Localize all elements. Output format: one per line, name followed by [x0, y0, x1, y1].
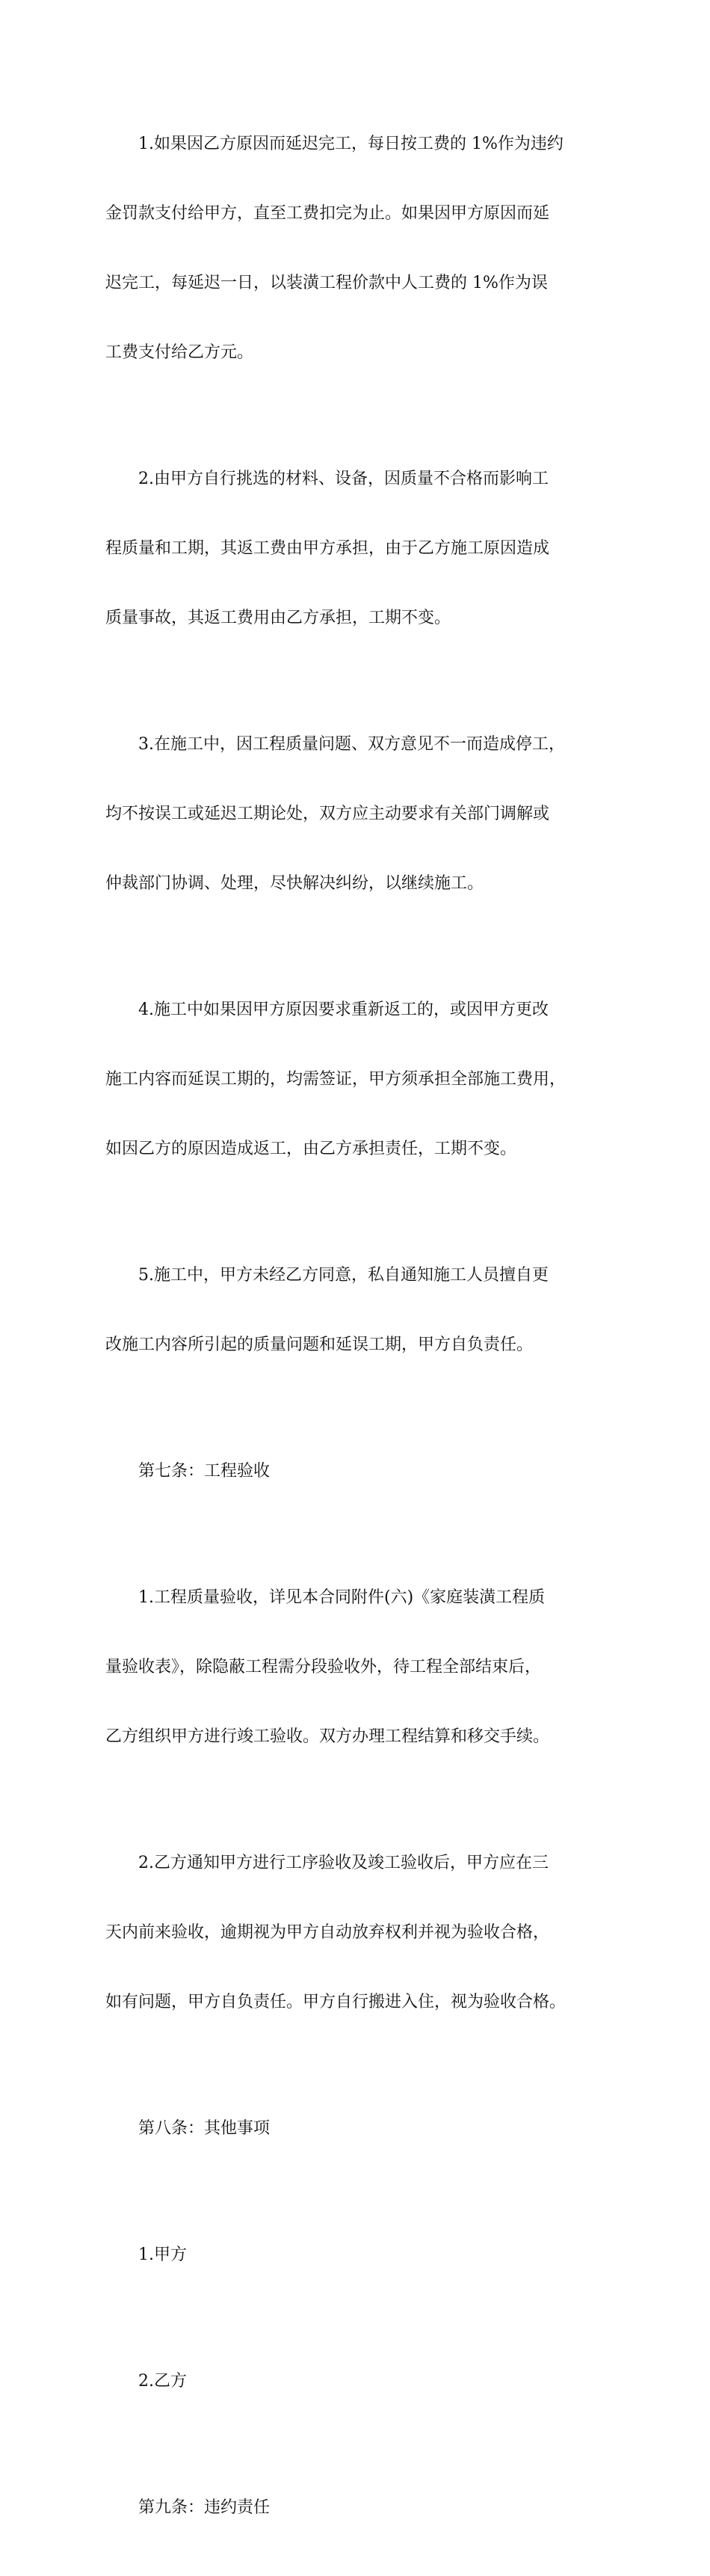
text-line: 4.施工中如果因甲方原因要求重新返工的，或因甲方更改	[138, 1000, 549, 1019]
paragraph-unauthorized-change	[105, 1217, 614, 1403]
heading-text: 第八条：其他事项	[138, 2119, 271, 2138]
text-line: 1.甲方	[138, 2245, 187, 2264]
paragraph-rework	[105, 952, 614, 1207]
text-line: 如有问题，甲方自负责任。甲方自行搬进入住，视为验收合格。	[105, 1993, 567, 2011]
text-line: 2.乙方通知甲方进行工序验收及竣工验收后，甲方应在三	[138, 1854, 549, 1872]
text-line: 1.如果因乙方原因而延迟完工，每日按工费的 1%作为违约	[138, 135, 564, 153]
section-heading-article-9	[105, 2450, 614, 2566]
text-line: 3.在施工中，因工程质量问题、双方意见不一而造成停工，	[138, 735, 565, 754]
text-line: 均不按误工或延迟工期论处，双方应主动要求有关部门调解或	[105, 805, 550, 823]
text-line: 如因乙方的原因造成返工，由乙方承担责任，工期不变。	[105, 1140, 517, 1158]
section-heading-article-8	[105, 2071, 614, 2186]
paragraph-delay-penalty	[105, 86, 614, 411]
text-line: 量验收表》，除隐蔽工程需分段验收外，待工程全部结束后，	[105, 1658, 542, 1676]
text-line: 2.由甲方自行挑选的材料、设备，因质量不合格而影响工	[138, 470, 549, 488]
text-line: 改施工内容所引起的质量问题和延误工期，甲方自负责任。	[105, 1335, 534, 1354]
section-heading-article-7	[105, 1413, 614, 1529]
text-line: 施工内容而延误工期的，均需签证，甲方须承担全部施工费用，	[105, 1070, 567, 1089]
text-line: 工费支付给乙方元。	[105, 343, 254, 362]
text-line: 仲裁部门协调、处理，尽快解决纠纷，以继续施工。	[105, 874, 484, 893]
paragraph-quality-acceptance	[105, 1540, 614, 1795]
text-line: 金罚款支付给甲方，直至工费扣完为止。如果因甲方原因而延	[105, 204, 550, 223]
list-item-party-b	[105, 2323, 614, 2439]
text-line: 乙方组织甲方进行竣工验收。双方办理工程结算和移交手续。	[105, 1727, 550, 1746]
paragraph-material-quality	[105, 421, 614, 676]
text-line: 天内前来验收，逾期视为甲方自动放弃权利并视为验收合格，	[105, 1923, 550, 1942]
paragraph-acceptance-notice	[105, 1805, 614, 2060]
text-line: 5.施工中，甲方未经乙方同意，私自通知施工人员擅自更	[138, 1266, 549, 1285]
text-line: 2.乙方	[138, 2372, 187, 2391]
text-line: 1.工程质量验收，详见本合同附件(六)《家庭装潢工程质	[138, 1588, 546, 1607]
heading-text: 第七条：工程验收	[138, 1462, 271, 1481]
text-line: 质量事故，其返工费用由乙方承担，工期不变。	[105, 609, 451, 627]
document-body	[105, 86, 614, 2576]
text-line: 程质量和工期，其返工费由甲方承担，由于乙方施工原因造成	[105, 539, 550, 558]
paragraph-dispute	[105, 686, 614, 941]
list-item-party-a	[105, 2197, 614, 2313]
text-line: 迟完工，每延迟一日，以装潢工程价款中人工费的 1%作为误	[105, 274, 548, 292]
heading-text: 第九条：违约责任	[138, 2498, 271, 2517]
